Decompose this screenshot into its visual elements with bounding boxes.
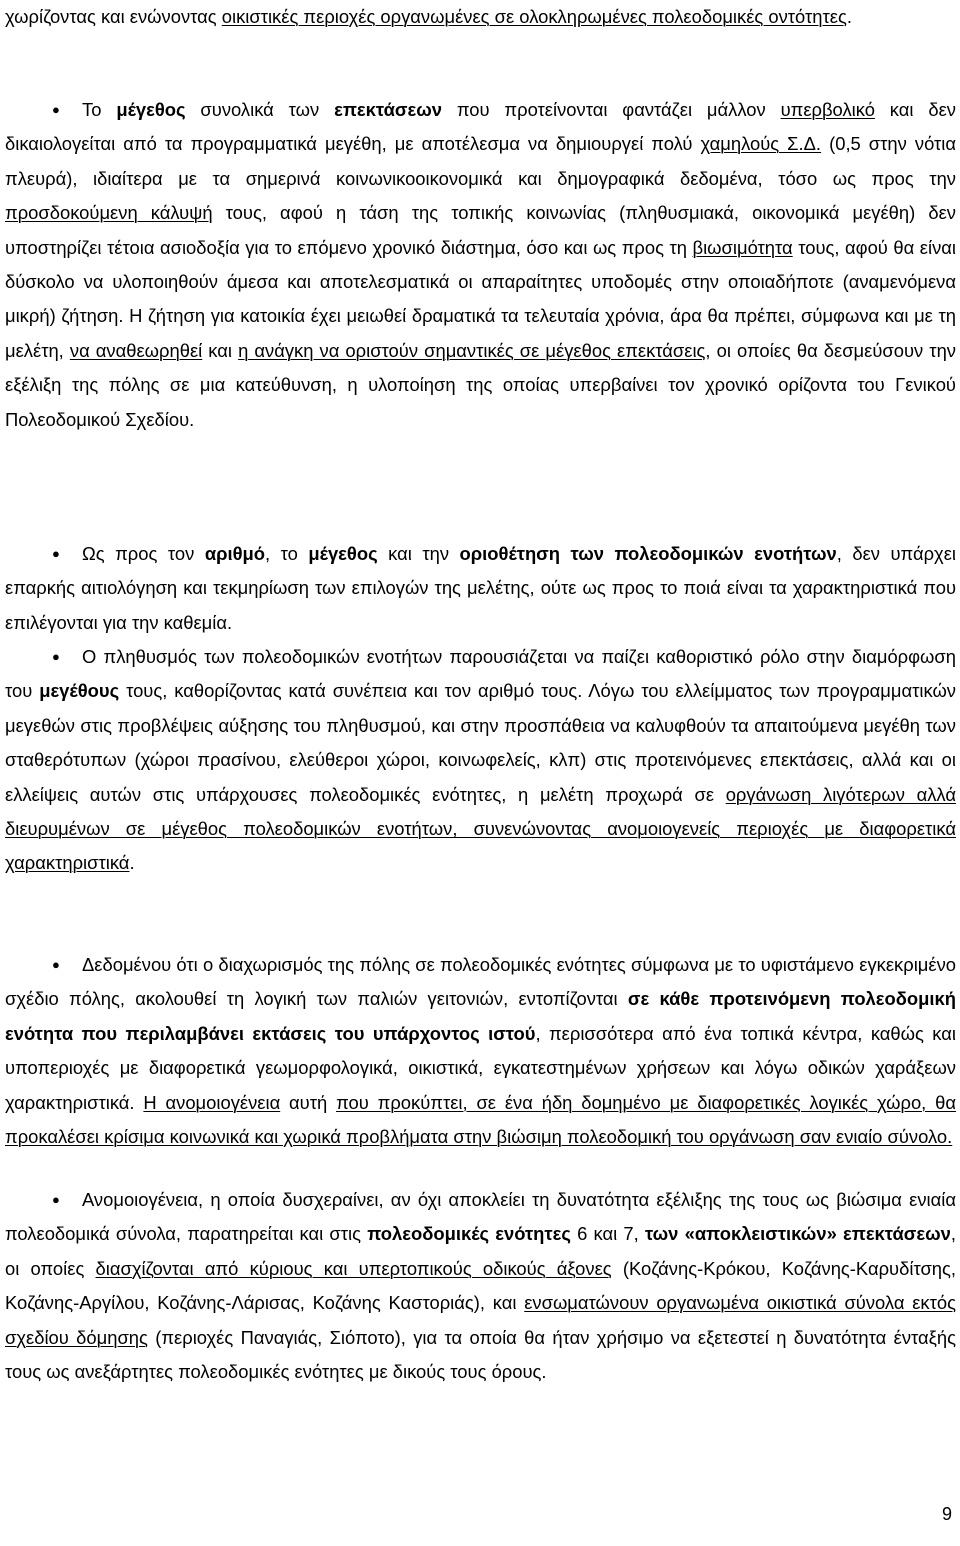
paragraph-bullet-5 (5, 1183, 956, 1389)
text-segment: χωρίζοντας και ενώνοντας (5, 6, 222, 27)
text-segment: Η ανομοιογένεια (143, 1091, 281, 1113)
text-segment: χαμηλούς Σ.Δ. (700, 133, 822, 155)
text-segment: , το (265, 543, 309, 564)
text-segment: διασχίζονται από κύριους και υπερτοπικούς οδικούς άξονες (95, 1257, 612, 1279)
text-segment: μέγεθος (116, 99, 186, 120)
text-segment: και την (377, 543, 460, 564)
paragraph-bullet-4 (5, 948, 956, 1154)
text-segment: . (129, 852, 135, 874)
text-segment: και (202, 339, 239, 361)
text-segment: προσδοκούμενη κάλυψή (5, 202, 213, 224)
text-segment: τους, αφού η τάση της τοπικής κοινωνίας (πληθυσμιακά, οικονομικά μεγέθη) δεν υποστηρίζει τέτοια ασιοδοξία για το επόμενο χρονικό διάστημα, όσο και ως προς τη (5, 202, 956, 258)
text-segment: . (846, 6, 852, 27)
text-segment: (0,5 στην νότια πλευρά), ιδιαίτερα με τα σημερινά κοινωνικοοικονομικά και δημογραφικά δεδομένα, τόσο ως προς την (5, 133, 957, 189)
paragraph-bullet-1 (5, 93, 956, 437)
text-segment: Το (82, 99, 117, 120)
text-segment (560, 543, 571, 564)
text-segment: υπερβολικό (780, 99, 875, 120)
text-segment: Ανομοιογένεια, η οποία δυσχεραίνει, αν όχι αποκλείει τη δυνατότητα εξέλιξης της τους ως βιώσιμα ενιαία πολεοδομικά σύνολα, παρατηρείται και στις (5, 1189, 956, 1245)
bullet-icon: ● (52, 957, 60, 972)
text-segment: Δεδομένου ότι ο διαχωρισμός της πόλης σε πολεοδομικές ενότητες σύμφωνα με το υφιστάμενο εγκεκριμένο σχέδιο πόλης, ακολουθεί τη λογική των παλιών γειτονιών, εντοπίζονται (5, 954, 956, 1010)
text-segment: 6 και 7, (570, 1223, 645, 1245)
text-segment: μεγέθους (39, 680, 120, 702)
text-segment: να αναθεωρηθεί (69, 339, 203, 361)
text-segment: των «αποκλειστικών» επεκτάσεων (644, 1223, 951, 1245)
text-segment: , δεν υπάρχει επαρκής αιτιολόγηση και τεκμηρίωση των επιλογών της μελέτης, ούτε ως προς το ποιά είναι τα χαρακτηριστικά που επιλέγονται για την καθεμία. (5, 543, 956, 633)
text-segment: , περισσότερα από ένα τοπικά κέντρα, καθώς και υποπεριοχές με διαφορετικά γεωμορφολογικά, οικιστικά, εγκατεστημένων χρήσεων και λόγω οδικών χαράξεων χαρακτηριστικά. (5, 1022, 956, 1113)
text-segment: σε κάθε προτεινόμενη πολεοδομική ενότητα που περιλαμβάνει εκτάσεις του υπάρχοντος ιστού (5, 988, 956, 1044)
text-segment: τους, αφού θα είναι δύσκολο να υλοποιηθούν άμεσα και αποτελεσματικά οι απαραίτητες υποδομές στην οποιαδήποτε (αναμενόμενα μικρή) ζήτηση. Η ζήτηση για κατοικία έχει μειωθεί δραματικά τα τελευταία χρόνια, άρα θα πρέπει, σύμφωνα και με τη μελέτη, (5, 236, 956, 361)
text-segment: η ανάγκη να οριστούν σημαντικές σε μέγεθος επεκτάσεις (238, 339, 706, 361)
text-segment: Ο πληθυσμός των πολεοδομικών ενοτήτων παρουσιάζεται να παίζει καθοριστικό ρόλο στην διαμόρφωση του (5, 646, 956, 702)
paragraph-intro (5, 0, 956, 34)
text-segment: αριθμό (204, 543, 266, 564)
text-segment: των πολεοδομικών ενοτήτων (570, 543, 837, 564)
bullet-icon: ● (52, 546, 60, 561)
text-segment: ενσωματώνουν οργανωμένα οικιστικά σύνολα εκτός σχεδίου δόμησης (5, 1292, 956, 1348)
bullet-icon: ● (52, 649, 60, 664)
text-segment: που προκύπτει, σε ένα ήδη δομημένο με διαφορετικές λογικές χώρο, θα προκαλέσει κρίσιμα κοινωνικά και χωρικά προβλήματα στην βιώσιμη πολεοδομική του οργάνωση σαν ενιαίο σύνολο. (5, 1091, 956, 1148)
text-segment: μέγεθος (308, 543, 378, 564)
text-segment: που προτείνονται φαντάζει μάλλον (441, 99, 781, 120)
text-segment: , οι οποίες θα δεσμεύσουν την εξέλιξη της πόλης σε μια κατεύθυνση, η υλοποίηση της οποίας υπερβαίνει τον χρονικό ορίζοντα του Γενικού Πολεοδομικού Σχεδίου. (5, 339, 957, 430)
page-number: 9 (941, 1504, 952, 1524)
paragraph-bullet-3 (5, 640, 956, 881)
bullet-icon: ● (52, 1192, 60, 1207)
text-segment: αυτή (280, 1091, 337, 1113)
text-segment: , οι οποίες (5, 1223, 956, 1279)
text-segment: (περιοχές Παναγιάς, Σιόποτο), για τα οποία θα ήταν χρήσιμο να εξετεστεί η δυνατότητα ένταξής τους ως ανεξάρτητες πολεοδομικές ενότητες με δικούς τους όρους. (5, 1326, 956, 1383)
text-segment: συνολικά των (185, 99, 335, 120)
text-segment: τους, καθορίζοντας κατά συνέπεια και τον αριθμό τους. Λόγω του ελλείμματος των προγραμματικών μεγεθών στις προβλέψεις αύξησης του πληθυσμού, και στην προσπάθεια να καλυφθούν τα απαιτούμενα μεγέθη των σταθερότυπων (χώροι πρασίνου, ελεύθεροι χώροι, κοινωφελείς, κλπ) στις προτεινόμενες επεκτάσεις, αλλά και οι ελλείψεις αυτών στις υπάρχουσες πολεοδομικές ενότητες, η μελέτη προχωρά σε (5, 680, 956, 805)
text-segment: πολεοδομικές ενότητες (367, 1223, 571, 1245)
text-segment: και δεν δικαιολογείται από τα προγραμματικά μεγέθη, με αποτέλεσμα να δημιουργεί πολύ (5, 99, 956, 155)
text-segment: βιωσιμότητα (692, 236, 793, 258)
bullet-icon: ● (52, 102, 60, 117)
text-segment: οργάνωση λιγότερων αλλά διευρυμένων σε μέγεθος πολεοδομικών ενοτήτων, συνενώνοντας ανομοιογενείς περιοχές με διαφορετικά χαρακτηριστικά (5, 783, 956, 874)
text-segment: οριοθέτηση (459, 543, 560, 564)
text-segment: (Κοζάνης-Κρόκου, Κοζάνης-Καρυδίτσης, Κοζάνης-Αργίλου, Κοζάνης-Λάρισας, Κοζάνης Καστοριάς), και (5, 1257, 956, 1314)
text-segment: Ως προς τον (82, 543, 205, 564)
text-segment: επεκτάσεων (334, 99, 442, 120)
text-segment: οικιστικές περιοχές οργανωμένες σε ολοκληρωμένες πολεοδομικές οντότητες (221, 6, 847, 27)
paragraph-bullet-2 (5, 537, 956, 640)
